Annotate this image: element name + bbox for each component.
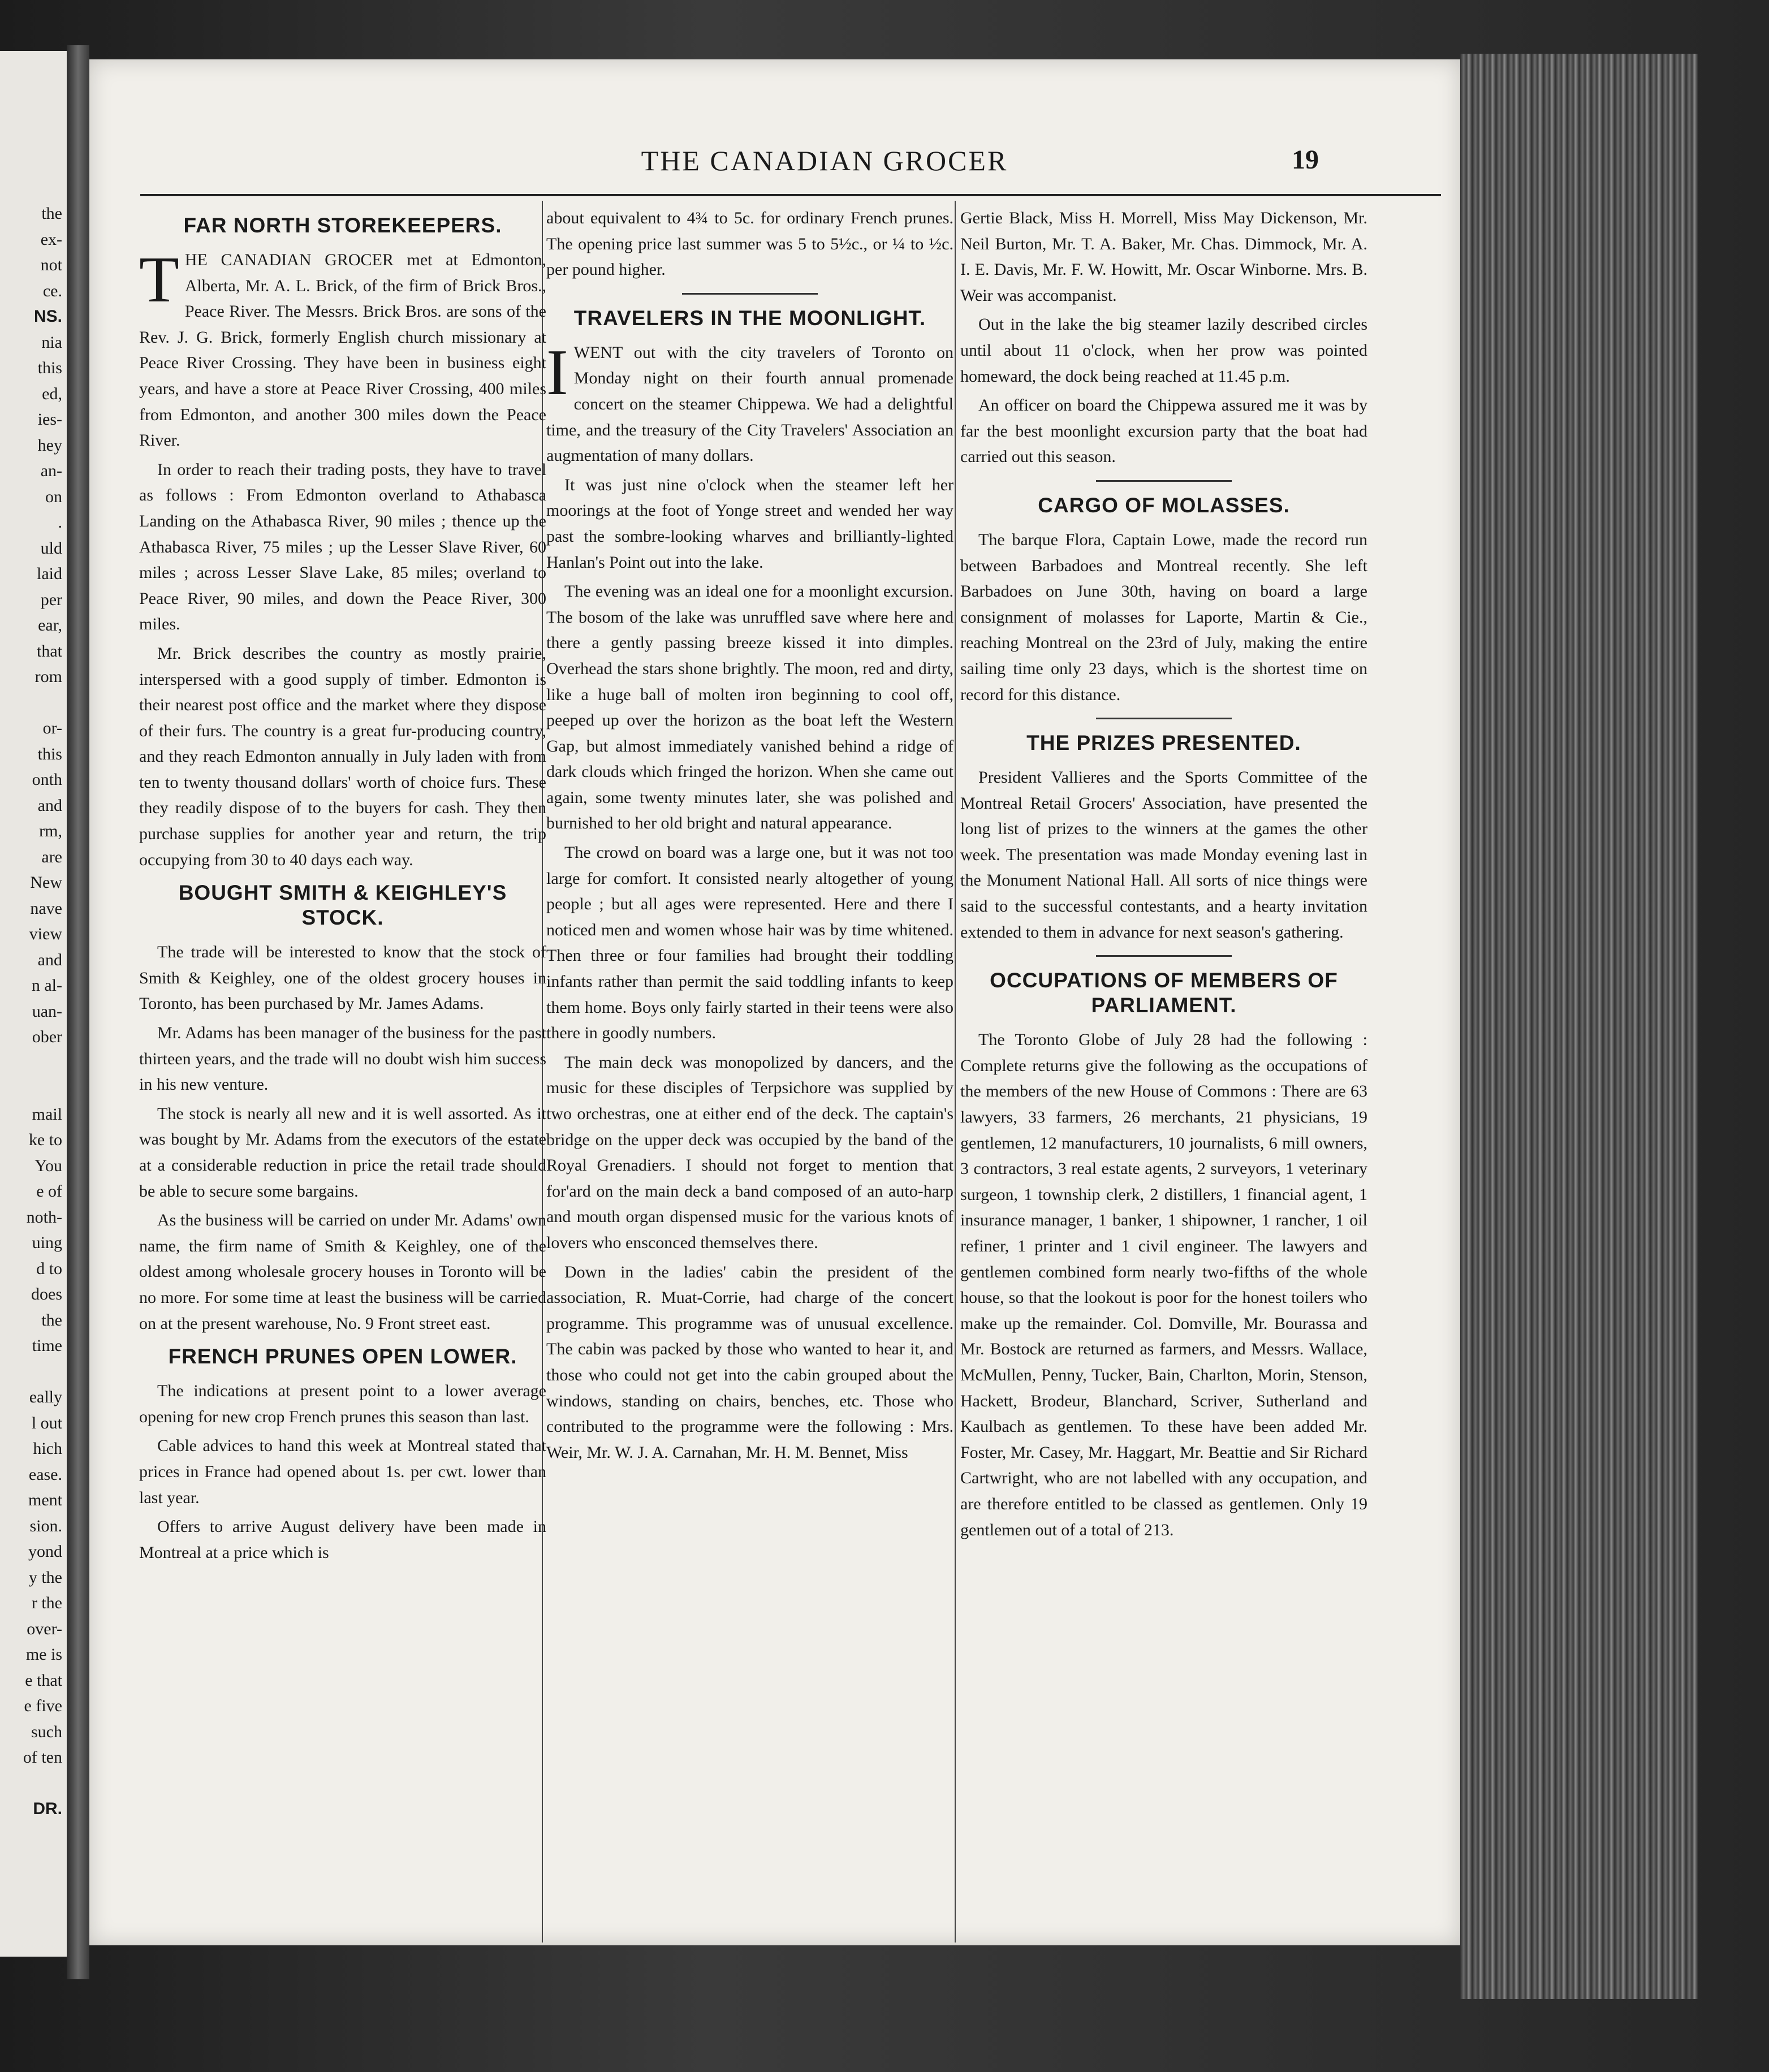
previous-page-text-fragment: ober (32, 1028, 62, 1046)
newspaper-page (89, 59, 1460, 1945)
article-paragraph: Gertie Black, Miss H. Morrell, Miss May Dickenson, Mr. Neil Burton, Mr. T. A. Baker, Mr. Chas. Dimmock, Mr. A. I. E. Davis, Mr. F. W. Howitt, Mr. Oscar Winborne. Mrs. B. Weir was accompanist. (960, 209, 1367, 305)
previous-page-text-fragment: n al- (31, 976, 62, 995)
article-heading: FAR NORTH STOREKEEPERS. (183, 214, 502, 237)
previous-page-text-fragment: and (37, 950, 62, 969)
previous-page-text-fragment: this (37, 744, 62, 763)
previous-page-text-fragment: uing (32, 1233, 62, 1252)
article-heading: TRAVELERS IN THE MOONLIGHT. (573, 306, 926, 330)
previous-page-text-fragment: onth (32, 770, 62, 789)
article-paragraph: An officer on board the Chippewa assured me it was by far the best moonlight excursion party that the boat had carried out this season. (960, 396, 1367, 467)
book-page-edges (1460, 54, 1698, 1999)
article-paragraph: THE CANADIAN GROCER met at Edmonton, Alberta, Mr. A. L. Brick, of the firm of Brick Bros., Peace River. The Messrs. Brick Bros. are sons of the Rev. J. G. Brick, formerly English church missionary at Peace River Crossing. They have been in business eight years, and have a store at Peace River Crossing, 400 miles from Edmonton, and another 300 miles down the Peace River. (139, 244, 546, 450)
article-heading: THE PRIZES PRESENTED. (1026, 731, 1301, 755)
section-separator (1096, 955, 1232, 957)
previous-page-text-fragment: y the (28, 1568, 62, 1587)
previous-page-text-fragment: over- (27, 1619, 62, 1638)
previous-page-text-fragment: ed, (42, 384, 62, 403)
previous-page-text-fragment: ment (28, 1491, 62, 1509)
previous-page-text-fragment: DR. (33, 1799, 62, 1818)
previous-page-text-fragment: or- (42, 719, 62, 737)
previous-page-text-fragment: rm, (39, 822, 62, 840)
previous-page-text-fragment: view (29, 925, 62, 943)
article-paragraph: In order to reach their trading posts, they have to travel as follows : From Edmonton overland to Athabasca Landing on the Athabasca River, 90 miles ; thence up the Athabasca River, 75 miles ; up the Lesser Slave River, 60 miles ; across Lesser Slave Lake, 85 miles; overland to Peace River, 90 miles, and down the Peace River, 300 miles. (139, 460, 546, 634)
previous-page-text-fragment: ease. (28, 1465, 62, 1484)
previous-page-text-fragment: d to (36, 1259, 62, 1278)
article-paragraph: Cable advices to hand this week at Montreal stated that prices in France had opened about 1s. per cwt. lower than last year. (139, 1436, 546, 1507)
previous-page-text-fragment: rom (34, 667, 62, 686)
drop-cap: I (546, 336, 568, 409)
column-1 (139, 205, 546, 1569)
previous-page-text-fragment: me is (25, 1645, 62, 1664)
previous-page-text-fragment: ce. (42, 281, 62, 300)
previous-page-text-fragment: on (45, 487, 62, 506)
previous-page-text-fragment: nave (30, 899, 62, 918)
previous-page-text-fragment: time (32, 1336, 62, 1355)
article-paragraph: The trade will be interested to know that the stock of Smith & Keighley, one of the oldest grocery houses in Toronto, has been purchased by Mr. James Adams. (139, 943, 546, 1013)
article-paragraph: Offers to arrive August delivery have been made in Montreal at a price which is (139, 1517, 546, 1562)
article-paragraph: The barque Flora, Captain Lowe, made the record run between Barbadoes and Montreal recently. She left Barbadoes on June 30th, having on board a large consignment of molasses for Laporte, Martin & Cie., reaching Montreal on the 23rd of July, making the entire sailing time only 23 days, which is the shortest time on record for this distance. (960, 530, 1367, 704)
previous-page-text-fragment: ies- (37, 410, 62, 429)
article-paragraph: Mr. Adams has been manager of the business for the past thirteen years, and the trade will no doubt wish him success in his new venture. (139, 1024, 546, 1094)
previous-page-text-fragment: e five (24, 1697, 62, 1715)
previous-page-text-fragment: this (37, 359, 62, 377)
previous-page-text-fragment: the (41, 204, 62, 223)
previous-page-text-fragment: hey (37, 435, 62, 455)
previous-page-text-fragment: yond (28, 1542, 62, 1561)
article-heading: FRENCH PRUNES OPEN LOWER. (168, 1345, 517, 1369)
section-separator (682, 293, 818, 295)
article-paragraph: about equivalent to 4¾ to 5c. for ordinary French prunes. The opening price last summer was 5 to 5½c., or ¼ to ½c. per pound higher. (546, 209, 953, 279)
previous-page-text-fragment: hich (33, 1439, 62, 1458)
article-paragraph: As the business will be carried on under Mr. Adams' own name, the firm name of Smith & Keighley, one of the oldest among wholesale grocery houses in Toronto will be no more. For some time at least the business will be carried on at the present warehouse, No. 9 Front street east. (139, 1211, 546, 1333)
previous-page-text-fragment: nia (41, 333, 62, 352)
article-paragraph: President Vallieres and the Sports Committee of the Montreal Retail Grocers' Association, have presented the long list of prizes to the winners at the games the other week. The presentation was made Monday evening last in the Monument National Hall. All sorts of nice things were said to the successful contestants, and a hearty invitation extended to them in advance for next season's gathering. (960, 768, 1367, 942)
column-2 (546, 205, 953, 1469)
book-gutter (67, 45, 89, 1979)
page-header (89, 144, 1460, 184)
previous-page-text-fragment: an- (40, 461, 62, 480)
article-paragraph: The Toronto Globe of July 28 had the following : Complete returns give the following as the occupations of the members of the new House of Commons : There are 63 lawyers, 33 farmers, 26 merchants, 21 physicians, 19 gentlemen, 12 manufacturers, 10 journalists, 6 mill owners, 3 contractors, 3 real estate agents, 2 surveyors, 1 veterinary surgeon, 1 township clerk, 2 distillers, 1 financial agent, 1 insurance manager, 1 banker, 1 shipowner, 1 rancher, 1 oil refiner, 1 printer and 1 civil engineer. The lawyers and gentlemen combined form nearly two-fifths of the whole house, so that the lookout is poor for the honest toilers who make up the remainder. Col. Domville, Mr. Bourassa and Mr. Bostock are returned as farmers, and Messrs. Wallace, McMullen, Penny, Tucker, Bain, Charlton, Morin, Stenson, Hackett, Brodeur, Blanchard, Scriver, Sutherland and Kaulbach as gentlemen. To these have been added Mr. Foster, Mr. Casey, Mr. Haggart, Mr. Beattie and Sir Richard Cartwright, who are not labelled with any occupation, and are therefore entitled to be classed as gentlemen. Only 19 gentlemen out of a total of 213. (960, 1030, 1367, 1539)
article-paragraph: The indications at present point to a lower average opening for new crop French prunes this season than last. (139, 1382, 546, 1426)
previous-page-text-fragment: l out (31, 1413, 62, 1432)
previous-page-text-fragment: ke to (28, 1130, 62, 1149)
drop-cap: T (139, 244, 179, 316)
section-separator (1096, 480, 1232, 482)
previous-page-text-fragment: uld (40, 538, 62, 558)
previous-page-text-fragment: You (34, 1156, 62, 1175)
previous-page-text-fragment: e that (25, 1670, 62, 1690)
previous-page-text-fragment: does (31, 1285, 62, 1303)
previous-page-text-fragment: that (37, 641, 62, 661)
previous-page-text-fragment: r the (31, 1594, 62, 1612)
article-paragraph: Mr. Brick describes the country as mostly prairie, interspersed with a good supply of timber. Edmonton is their nearest post office and the market where they dispose of their furs. The country is a great fur-producing country, and they reach Edmonton annually in July laden with from ten to twenty thousand dollars' worth of choice furs. These they readily dispose of to the buyers for cash. They then purchase supplies for another year and return, the trip occupying from 30 to 40 days each way. (139, 644, 546, 869)
previous-page-text-fragment: the (41, 1310, 62, 1329)
page-title: THE CANADIAN GROCER (641, 145, 1008, 176)
previous-page-text-fragment: laid (37, 564, 62, 583)
article-paragraph: Down in the ladies' cabin the president of the association, R. Muat-Corrie, had charge of the concert programme. This programme was of unusual excellence. The cabin was packed by those who wanted to hear it, and those who could not get into the cabin grouped about the windows, standing on chairs, benches, etc. Those who contributed to the programme were the following : Mrs. Weir, Mr. W. J. A. Carnahan, Mr. H. M. Bennet, Miss (546, 1262, 953, 1462)
section-separator (1096, 718, 1232, 719)
article-heading: BOUGHT SMITH & KEIGHLEY'S STOCK. (178, 881, 507, 930)
previous-page-text-fragment: uan- (32, 1002, 62, 1021)
previous-page-edge (0, 51, 70, 1957)
previous-page-text-fragment: of ten (23, 1748, 62, 1767)
article-paragraph: IWENT out with the city travelers of Toronto on Monday night on their fourth annual promenade concert on the steamer Chippewa. We had a delightful time, and the treasury of the City Travelers' Association an augmentation of many dollars. (546, 336, 953, 465)
article-paragraph: The evening was an ideal one for a moonlight excursion. The bosom of the lake was unruffled save where here and there a gently passing breeze kissed it into dimples. Overhead the stars shone brightly. The moon, red and dirty, like a huge ball of molten iron beginning to cool off, peeped up over the horizon as the boat left the Western Gap, but almost immediately vanished behind a ridge of dark clouds which fringed the horizon. When she came out again, some twenty minutes later, she was polished and burnished to her old bright and natural appearance. (546, 582, 953, 833)
previous-page-text-fragment: ex- (40, 230, 62, 249)
article-paragraph: The stock is nearly all new and it is well assorted. As it was bought by Mr. Adams from the executors of the estate at a considerable reduction in price the retail trade should be able to secure some bargains. (139, 1104, 546, 1201)
previous-page-text-fragment: New (30, 873, 62, 892)
article-paragraph: Out in the lake the big steamer lazily described circles until about 11 o'clock, when her prow was pointed homeward, the dock being reached at 11.45 p.m. (960, 315, 1367, 386)
previous-page-text-fragment: not (40, 256, 62, 274)
previous-page-text-fragment: eally (29, 1388, 62, 1406)
previous-page-text-fragment: NS. (33, 307, 62, 326)
page-number: 19 (1292, 145, 1319, 175)
previous-page-text-fragment: noth- (26, 1207, 62, 1227)
article-heading: OCCUPATIONS OF MEMBERS OF PARLIAMENT. (990, 969, 1338, 1017)
previous-page-text-fragment: e of (36, 1182, 62, 1201)
previous-page-text-fragment: . (58, 513, 62, 532)
previous-page-text-fragment: ear, (38, 616, 62, 634)
article-paragraph: It was just nine o'clock when the steamer left her moorings at the foot of Yonge street and wended her way past the sombre-looking wharves and brilliantly-lighted Hanlan's Point out into the lake. (546, 475, 953, 572)
column-3 (960, 205, 1367, 1546)
article-heading: CARGO OF MOLASSES. (1038, 493, 1290, 517)
article-paragraph: The crowd on board was a large one, but it was not too large for comfort. It consisted nearly altogether of young people ; but all ages were represented. Here and there I noticed men and women whose hair was by time whitened. Then three or four families had brought their toddling infants rather than permit the said toddling infants to keep them home. Boys only fairly started in their teens were also there in goodly numbers. (546, 843, 953, 1043)
previous-page-text-fragment: are (41, 847, 62, 866)
previous-page-text-fragment: sion. (29, 1516, 62, 1535)
previous-page-text-fragment: per (40, 590, 62, 609)
article-paragraph: The main deck was monopolized by dancers, and the music for these disciples of Terpsichore was supplied by two orchestras, one at either end of the deck. The captain's bridge on the upper deck was occupied by the band of the Royal Grenadiers. I should not forget to mention that for'ard on the main deck a band composed of an auto-harp and mouth organ dispensed music for the various knots of lovers who ensconced themselves there. (546, 1052, 953, 1252)
column-rule (955, 201, 956, 1943)
header-rule (140, 194, 1441, 196)
previous-page-text-fragment: mail (32, 1104, 62, 1124)
previous-page-text-fragment: such (31, 1722, 62, 1741)
previous-page-text-fragment: and (37, 796, 62, 815)
